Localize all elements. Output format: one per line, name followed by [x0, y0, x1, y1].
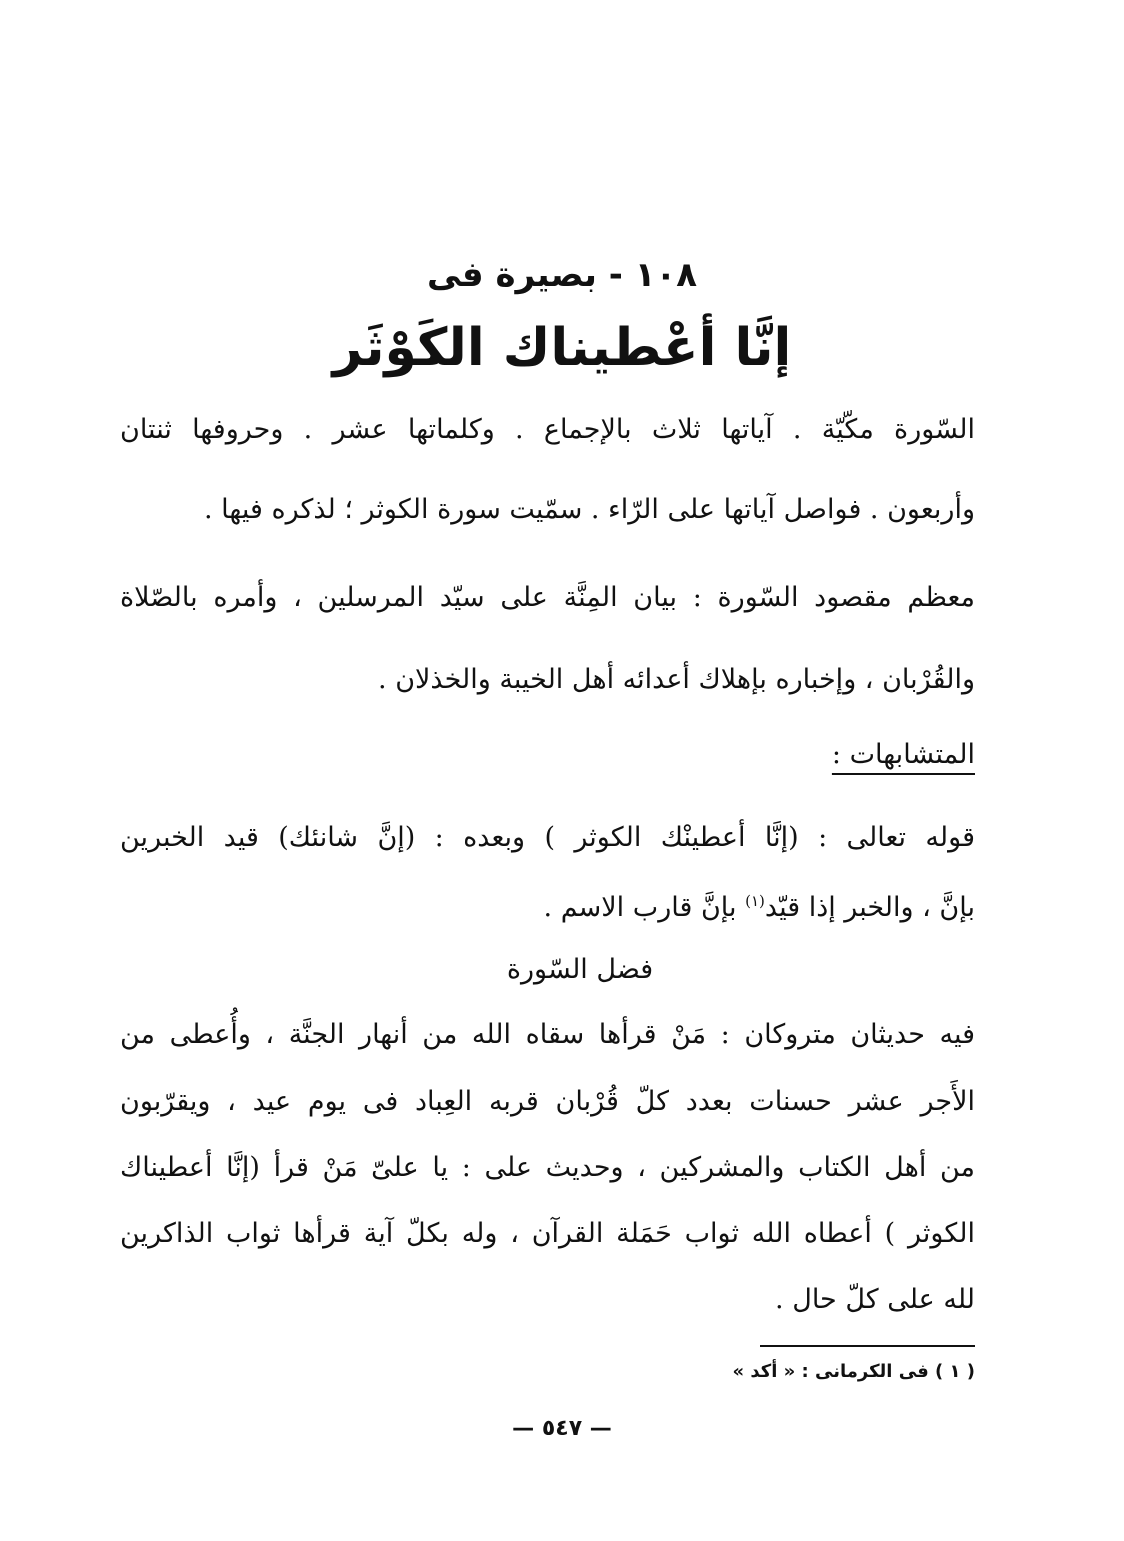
paragraph-1-line-2: وأربعون . فواصل آياتها على الرّاء . سمّيت سورة الكوثر ؛ لذكره فيها . — [203, 494, 975, 525]
mutashabihat-heading-text: المتشابهات : — [831, 739, 975, 770]
paragraph-2-line-1: معظم مقصود السّورة : بيان المِنَّة على سيّد المرسلين ، وأمره بالصّلاة — [120, 582, 975, 613]
fadl-line-2: الأَجر عشر حسنات بعدد كلّ قُرْبان قربه العِباد فى يوم عيد ، ويقرّبون — [120, 1086, 975, 1117]
paragraph-1-line-1: السّورة مكّيّة . آياتها ثلاث بالإجماع . وكلماتها عشر . وحروفها ثنتان — [120, 414, 975, 445]
mutashabihat-line-2 — [120, 888, 975, 928]
fadl-line-3: من أهل الكتاب والمشركين ، وحديث على : يا علىّ مَنْ قرأ (إنَّا أعطيناك — [120, 1152, 975, 1183]
mutashabihat-line-2-end: بإنَّ قارب الاسم . — [543, 892, 746, 923]
page-number: — ٥٤٧ — — [512, 1416, 612, 1441]
footnote: ( ١ ) فى الكرمانى : « أكد » — [732, 1361, 975, 1382]
paragraph-2-line-2: والقُرْبان ، وإخباره بإهلاك أعدائه أهل الخيبة والخذلان . — [378, 664, 975, 695]
footnote-divider — [760, 1345, 975, 1347]
fadl-line-5: لله على كلّ حال . — [775, 1284, 975, 1315]
fadl-line-1: فيه حديثان متروكان : مَنْ قرأها سقاه الله من أنهار الجنَّة ، وأُعطى من — [120, 1019, 975, 1050]
surah-title-heading: إنَّا أعْطيناك الكَوْثَر — [332, 318, 792, 378]
mutashabihat-line-1: قوله تعالى : (إنَّا أعطينْك الكوثر ) وبعده : (إنَّ شانئك) قيد الخبرين — [120, 822, 975, 853]
fadl-line-4: الكوثر ) أعطاه الله ثواب حَمَلة القرآن ، وله بكلّ آية قرأها ثواب الذاكرين — [120, 1218, 975, 1249]
fadl-heading: فضل السّورة — [506, 954, 654, 985]
mutashabihat-heading — [120, 735, 975, 775]
chapter-number-heading: ١٠٨ - بصيرة فى — [427, 255, 697, 295]
footnote-reference: (١) — [745, 892, 765, 910]
mutashabihat-line-2-start: بإنَّ ، والخبر إذا قيّد — [764, 892, 975, 923]
